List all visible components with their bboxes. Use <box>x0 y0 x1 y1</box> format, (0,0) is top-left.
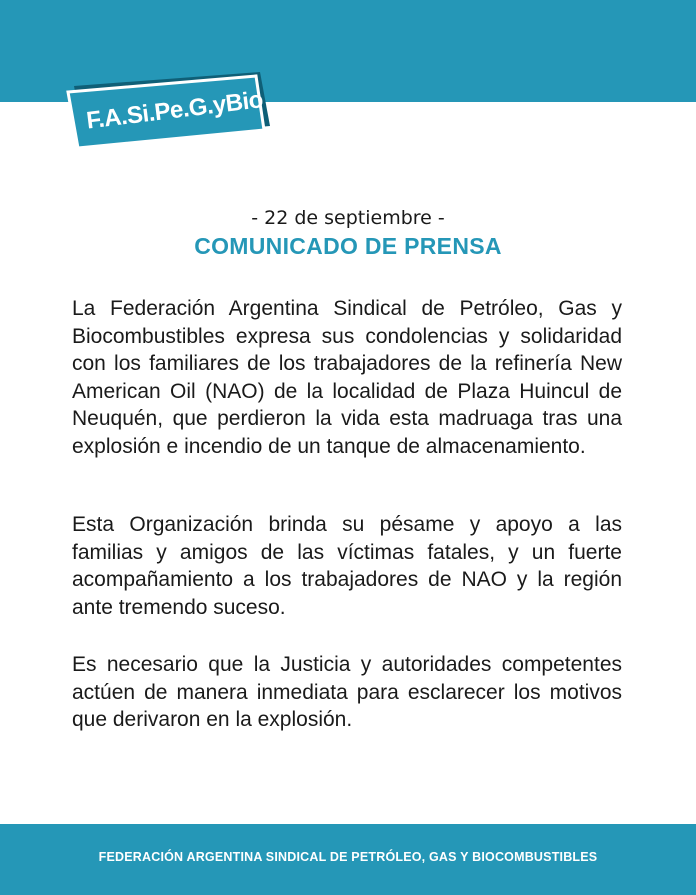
paragraph-support: Esta Organización brinda su pésame y apoyo a las familias y amigos de las víctimas fatales, y un fuerte acompañamiento a los trabajadores de NAO y la región ante tremendo suceso. <box>72 513 622 619</box>
logo <box>64 70 276 152</box>
logo-text: F.A.Si.Pe.G.yBio <box>84 86 265 135</box>
paragraph-justice: Es necesario que la Justicia y autoridades competentes actúen de manera inmediata para esclarecer los motivos que derivaron en la explosión. <box>72 653 622 731</box>
page-title: COMUNICADO DE PRENSA <box>194 233 502 259</box>
footer-band <box>0 824 696 895</box>
date-line: - 22 de septiembre - <box>251 207 445 229</box>
paragraph-condolences: La Federación Argentina Sindical de Petróleo, Gas y Biocombustibles expresa sus condolencias y solidaridad con los familiares de los trabajadores de la refinería New American Oil (NAO) de la localidad de Plaza Huincul de Neuquén, que perdieron la vida esta madruaga tras una explosión e incendio de un tanque de almacenamiento. <box>72 297 622 458</box>
footer-organization-name: FEDERACIÓN ARGENTINA SINDICAL DE PETRÓLEO, GAS Y BIOCOMBUSTIBLES <box>98 850 598 864</box>
